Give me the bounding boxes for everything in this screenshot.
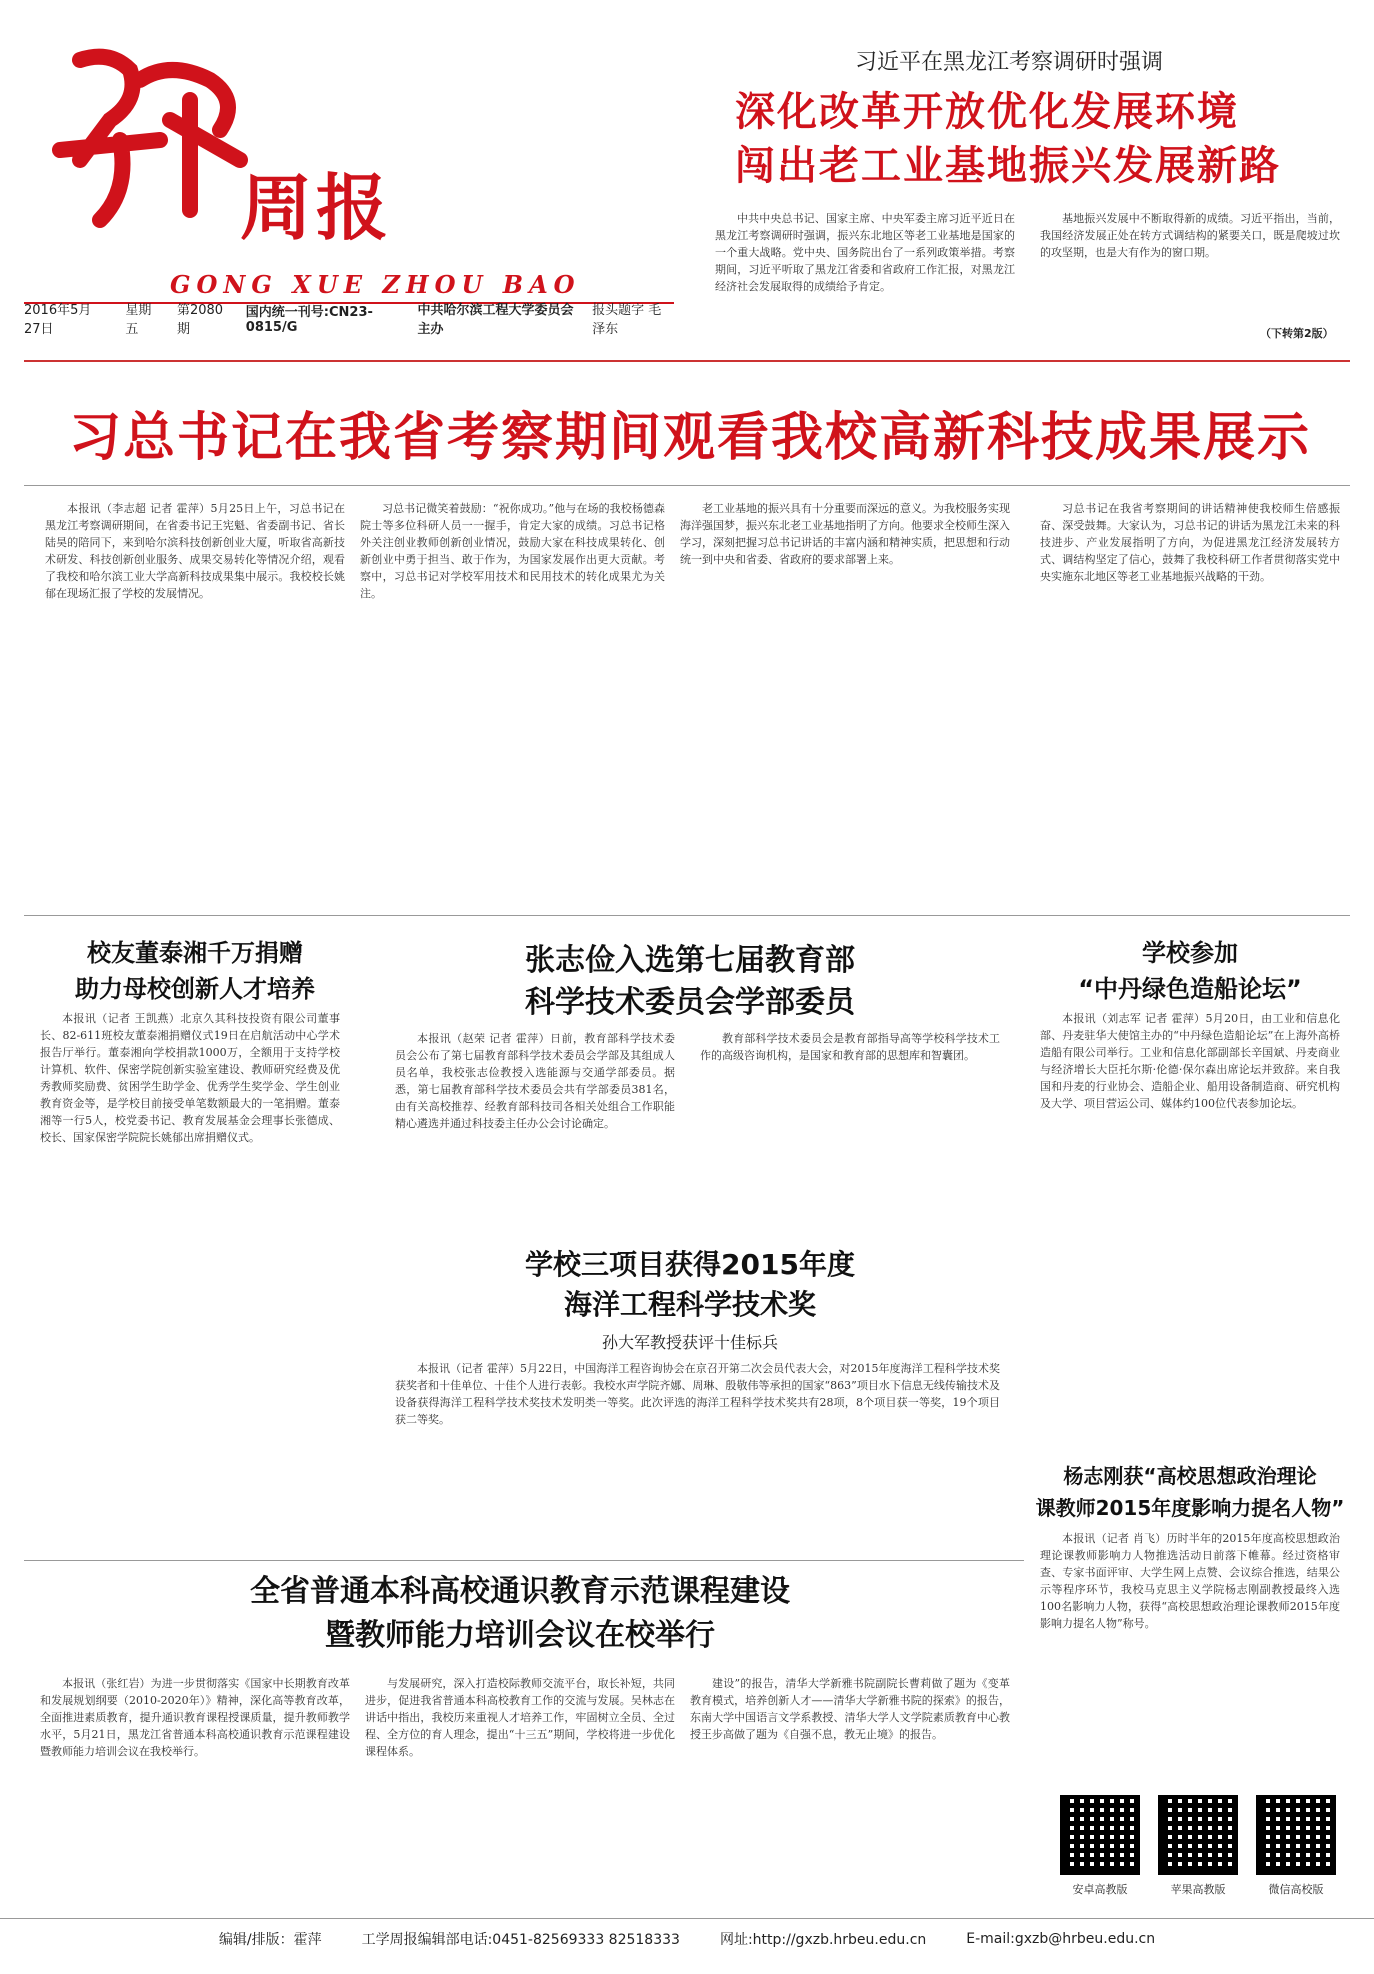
lead-story-col4: 习总书记在我省考察期间的讲话精神使我校师生倍感振奋、深受鼓舞。大家认为，习总书记的讲话为黑龙江未来的科技进步、产业发展指明了方向，为促进黑龙江经济发展转方式、调结构坚定了信心，鼓舞了我校科研工作者贯彻落实党中央实施东北地区等老工业基地振兴战略的干劲。 — [1040, 502, 1340, 583]
story-right2-title: 杨志刚获“高校思想政治理论 课教师2015年度影响力提名人物” — [1035, 1464, 1345, 1520]
masthead-logo — [40, 40, 260, 230]
headline-kicker: 习近平在黑龙江考察调研时强调 — [855, 50, 1164, 75]
footer-website[interactable]: 网址:http://gxzb.hrbeu.edu.cn — [719, 1932, 927, 1948]
issue-date: 2016年5月27日 — [24, 303, 92, 337]
story-left-title: 校友董泰湘千万捐赠 助力母校创新人才培养 — [75, 939, 315, 1003]
divider — [24, 1560, 1024, 1561]
qr-item: 微信高校版 — [1256, 1795, 1336, 1897]
continue-note: （下转第2版） — [1260, 327, 1334, 340]
divider — [24, 485, 1350, 486]
qr-code-icon[interactable] — [1158, 1795, 1238, 1875]
masthead-pinyin: GONG XUE ZHOU BAO — [170, 270, 581, 299]
issue-sponsor: 中共哈尔滨工程大学委员会主办 — [417, 303, 574, 337]
story-mid1-body: 本报讯（赵荣 记者 霍萍）日前，教育部科学技术委员会公布了第七届教育部科学技术委员会学部及其组成人员名单，我校张志俭教授入选能源与交通学部委员。据悉，第七届教育部科学技术委员会共有学部委员381名，由有关高校推荐、经教育部科技司各相关处组合工作职能精心遴选并通过科技委主任办公会讨论确定。 — [395, 1032, 675, 1130]
issue-calligraphy: 报头题字 毛泽东 — [592, 303, 662, 337]
story-left-body: 本报讯（记者 王凯燕）北京久其科技投资有限公司董事长、82-611班校友董泰湘捐赠仪式19日在启航活动中心学术报告厅举行。董泰湘向学校捐款1000万，全额用于支持学校计算机、软件、保密学院创新实验室建设、教师研究经费及优秀教师奖励费、贫困学生助学金、优秀学生奖学金、学生创业教育资金等，是学校目前接受单笔数额最大的一笔捐赠。董泰湘等一行5人，校党委书记、教育发展基金会理事长张德成、校长、国家保密学院院长姚郁出席捐赠仪式。 — [40, 1012, 340, 1144]
story-right1-title: 学校参加 “中丹绿色造船论坛” — [1078, 939, 1302, 1003]
issue-number: 第2080期 — [176, 303, 224, 337]
issue-weekday: 星期五 — [125, 303, 152, 337]
banner-headline: 习总书记在我省考察期间观看我校高新科技成果展示 — [68, 408, 1311, 468]
divider — [24, 915, 1350, 916]
qr-code-icon[interactable] — [1060, 1795, 1140, 1875]
divider — [24, 360, 1350, 362]
story-mid2-body: 本报讯（记者 霍萍）5月22日，中国海洋工程咨询协会在京召开第二次会员代表大会，对2015年度海洋工程科学技术奖获奖者和十佳单位、十佳个人进行表彰。我校水声学院齐娜、周琳、殷敬伟等承担的国家“863”项目水下信息无线传输技术及设备获得海洋工程科学技术奖技术发明类一等奖。此次评选的海洋工程科学技术奖共有28项，8个项目获一等奖，19个项目获二等奖。 — [395, 1362, 1000, 1426]
headline-line2: 闯出老工业基地振兴发展新路 — [735, 143, 1281, 189]
issue-cn: 国内统一刊号:CN23-0815/G — [245, 305, 373, 335]
lead-story-col1: 本报讯（李志超 记者 霍萍）5月25日上午，习总书记在黑龙江考察调研期间，在省委书记王宪魁、省委副书记、省长陆昊的陪同下，来到哈尔滨科技创新创业大厦，听取省高新技术研发、科技创新创业服务、成果交易转化等情况介绍，观看了我校和哈尔滨工业大学高新科技成果集中展示。我校校长姚郁在现场汇报了学校的发展情况。 — [45, 502, 345, 600]
qr-code-group — [1060, 1795, 1336, 1897]
qr-item: 安卓高教版 — [1060, 1795, 1140, 1897]
story-mid1-title: 张志俭入选第七届教育部 科学技术委员会学部委员 — [525, 943, 855, 1020]
lead-story-col3: 老工业基地的振兴具有十分重要而深远的意义。为我校服务实现海洋强国梦，振兴东北老工业基地指明了方向。他要求全校师生深入学习，深刻把握习总书记讲话的丰富内涵和精神实质，把思想和行动统一到中央和省委、省政府的要求部署上来。 — [680, 502, 1010, 566]
lead-story-col2: 习总书记微笑着鼓励：“祝你成功。”他与在场的我校杨德森院士等多位科研人员一一握手，肯定大家的成绩。习总书记格外关注创业教师创新创业情况，鼓励大家在科技成果转化、创新创业中勇于担当、敢于作为，为国家发展作出更大贡献。考察中，习总书记对学校军用技术和民用技术的转化成果尤为关注。 — [360, 502, 665, 600]
story-bottom-title: 全省普通本科高校通识教育示范课程建设 暨教师能力培训会议在校举行 — [250, 1574, 790, 1653]
footer-editor: 编辑/排版：霍萍 — [218, 1932, 322, 1948]
story-mid2-subtitle: 孙大军教授获评十佳标兵 — [601, 1333, 778, 1352]
footer-email[interactable]: E-mail:gxzb@hrbeu.edu.cn — [966, 1931, 1156, 1947]
story-mid1-body-cont: 教育部科学技术委员会是教育部指导高等学校科学技术工作的高级咨询机构，是国家和教育部的思想库和智囊团。 — [700, 1032, 1000, 1062]
issue-bar — [24, 302, 674, 337]
headline-lead-right: 基地振兴发展中不断取得新的成绩。习近平指出，当前，我国经济发展正处在转方式调结构的紧要关口，既是爬坡过坎的攻坚期，也是大有作为的窗口期。 — [1040, 212, 1340, 259]
qr-code-icon[interactable] — [1256, 1795, 1336, 1875]
story-bottom-col1: 本报讯（张红岩）为进一步贯彻落实《国家中长期教育改革和发展规划纲要（2010-2020年）》精神，深化高等教育改革，全面推进素质教育，提升通识教育课程授课质量，提升教师教学水平，5月21日，黑龙江省普通本科高校通识教育示范课程建设暨教师能力培训会议在我校举行。 — [40, 1677, 350, 1758]
footer-phone: 工学周报编辑部电话:0451-82569333 82518333 — [361, 1932, 680, 1948]
footer — [0, 1918, 1374, 1959]
qr-item: 苹果高教版 — [1158, 1795, 1238, 1897]
story-right2-body: 本报讯（记者 肖飞）历时半年的2015年度高校思想政治理论课教师影响力人物推选活动日前落下帷幕。经过资格审查、专家书面评审、大学生网上点赞、会议综合推选，结果公示等程序环节，我校马克思主义学院杨志刚副教授最终入选100名影响力人物，获得“高校思想政治理论课教师2015年度影响力提名人物”称号。 — [1040, 1532, 1340, 1630]
story-right1-body: 本报讯（刘志军 记者 霍萍）5月20日，由工业和信息化部、丹麦驻华大使馆主办的“中丹绿色造船论坛”在上海外高桥造船有限公司举行。工业和信息化部副部长辛国斌、丹麦商业与经济增长大臣托尔斯·伦德·保尔森出席论坛并致辞。来自我国和丹麦的行业协会、造船企业、船用设备制造商、研究机构及大学、项目营运公司、媒体约100位代表参加论坛。 — [1040, 1012, 1340, 1110]
story-mid2-title: 学校三项目获得2015年度 海洋工程科学技术奖 — [525, 1248, 855, 1321]
headline-line1: 深化改革开放优化发展环境 — [735, 89, 1239, 135]
headline-lead-left: 中共中央总书记、国家主席、中央军委主席习近平近日在黑龙江考察调研时强调，振兴东北地区等老工业基地是国家的一个重大战略。党中央、国务院出台了一系列政策举措。考察期间，习近平听取了黑龙江省委和省政府工作汇报，对黑龙江经济社会发展取得的成绩给予肯定。 — [715, 212, 1015, 293]
story-bottom-col2: 与发展研究，深入打造校际教师交流平台，取长补短，共同进步，促进我省普通本科高校教育工作的交流与发展。吴林志在讲话中指出，我校历来重视人才培养工作，牢固树立全员、全过程、全方位的育人理念，提出“十三五”期间，学校将进一步优化课程体系。 — [365, 1677, 675, 1758]
masthead-subtitle: 周报 — [240, 166, 393, 250]
story-bottom-col3: 建设”的报告，清华大学新雅书院副院长曹莉做了题为《变革教育模式，培养创新人才——清华大学新雅书院的探索》的报告，东南大学中国语言文学系教授、清华大学人文学院素质教育中心教授王步高做了题为《自强不息，教无止境》的报告。 — [690, 1677, 1010, 1741]
headline-main — [735, 85, 1281, 193]
